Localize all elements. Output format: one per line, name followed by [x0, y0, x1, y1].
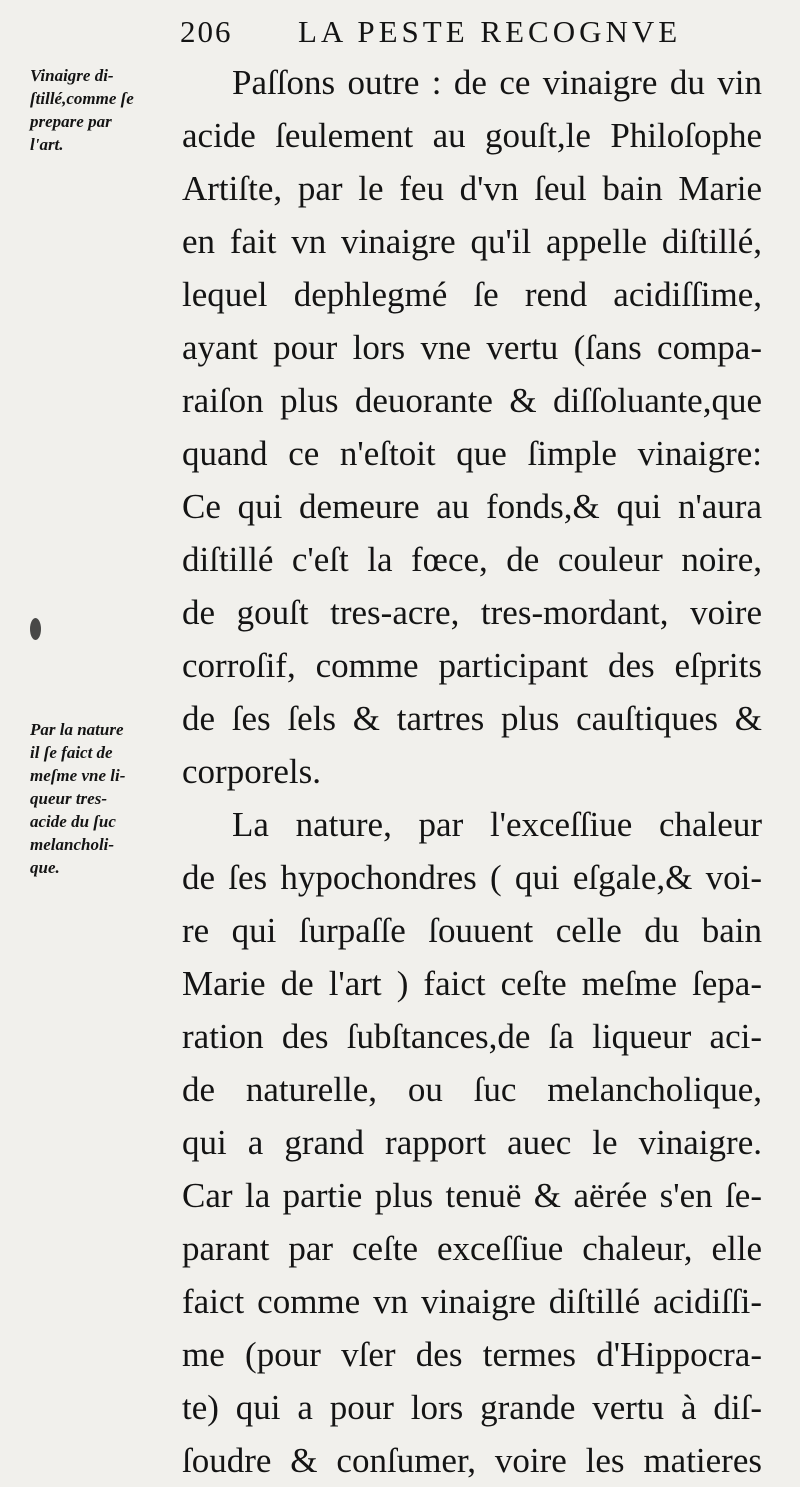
text-line: raiſon plus deuorante & diſſoluante,que: [182, 381, 762, 420]
text-line: re qui ſurpaſſe ſouuent celle du bain: [182, 911, 762, 950]
text-line: Paſſons outre : de ce vinaigre du vin: [232, 63, 762, 102]
text-line: Marie de l'art ) faict ceſte meſme ſepa-: [182, 964, 762, 1003]
margin-note-distilled-vinegar: [30, 64, 180, 156]
margin-note-nature: [30, 718, 180, 879]
body-text: [182, 56, 762, 1487]
text-line: parant par ceſte exceſſiue chaleur, elle: [182, 1229, 762, 1268]
text-line: qui a grand rapport auec le vinaigre.: [182, 1123, 762, 1162]
text-line: La nature, par l'exceſſiue chaleur: [232, 805, 762, 844]
text-line: corroſif, comme participant des eſprits: [182, 646, 762, 685]
text-line: Car la partie plus tenuë & aërée s'en ſe-: [182, 1176, 762, 1215]
text-line: faict comme vn vinaigre diſtillé acidiſſi-: [182, 1282, 762, 1321]
margin-note-line: l'art.: [30, 135, 64, 154]
text-line: Ce qui demeure au fonds,& qui n'aura: [182, 487, 762, 526]
page-header: [180, 14, 780, 60]
margin-note-line: prepare par: [30, 112, 112, 131]
margin-note-line: Vinaigre di-: [30, 66, 114, 85]
text-line: Artiſte, par le feu d'vn ſeul bain Marie: [182, 169, 762, 208]
text-line: de ſes ſels & tartres plus cauſtiques &: [182, 699, 762, 738]
text-line: acide ſeulement au gouſt,le Philoſophe: [182, 116, 762, 155]
text-line: de naturelle, ou ſuc melancholique,: [182, 1070, 762, 1109]
text-line: diſtillé c'eſt la fœce, de couleur noire,: [182, 540, 762, 579]
margin-note-line: que.: [30, 858, 60, 877]
margin-note-line: Par la nature: [30, 720, 124, 739]
margin-note-line: queur tres-: [30, 789, 107, 808]
text-line: te) qui a pour lors grande vertu à diſ-: [182, 1388, 762, 1427]
page-number: 206: [180, 14, 233, 49]
text-line: lequel dephlegmé ſe rend acidiſſime,: [182, 275, 762, 314]
margin-note-line: acide du ſuc: [30, 812, 116, 831]
text-line: ſoudre & conſumer, voire les matieres: [182, 1441, 762, 1480]
text-line: corporels.: [182, 752, 321, 791]
margin-note-line: il ſe faict de: [30, 743, 113, 762]
text-line: ration des ſubſtances,de ſa liqueur aci-: [182, 1017, 762, 1056]
ink-speck: [30, 618, 41, 640]
text-line: de ſes hypochondres ( qui eſgale,& voi-: [182, 858, 762, 897]
text-line: en fait vn vinaigre qu'il appelle diſtillé,: [182, 222, 762, 261]
text-line: de gouſt tres-acre, tres-mordant, voire: [182, 593, 762, 632]
margin-note-line: melancholi-: [30, 835, 115, 854]
text-line: me (pour vſer des termes d'Hippocra-: [182, 1335, 762, 1374]
margin-note-line: meſme vne li-: [30, 766, 126, 785]
text-line: ayant pour lors vne vertu (ſans compa-: [182, 328, 762, 367]
running-title: LA PESTE RECOGNVE: [298, 14, 682, 49]
margin-note-line: ſtillé,comme ſe: [30, 89, 134, 108]
text-line: quand ce n'eſtoit que ſimple vinaigre:: [182, 434, 762, 473]
